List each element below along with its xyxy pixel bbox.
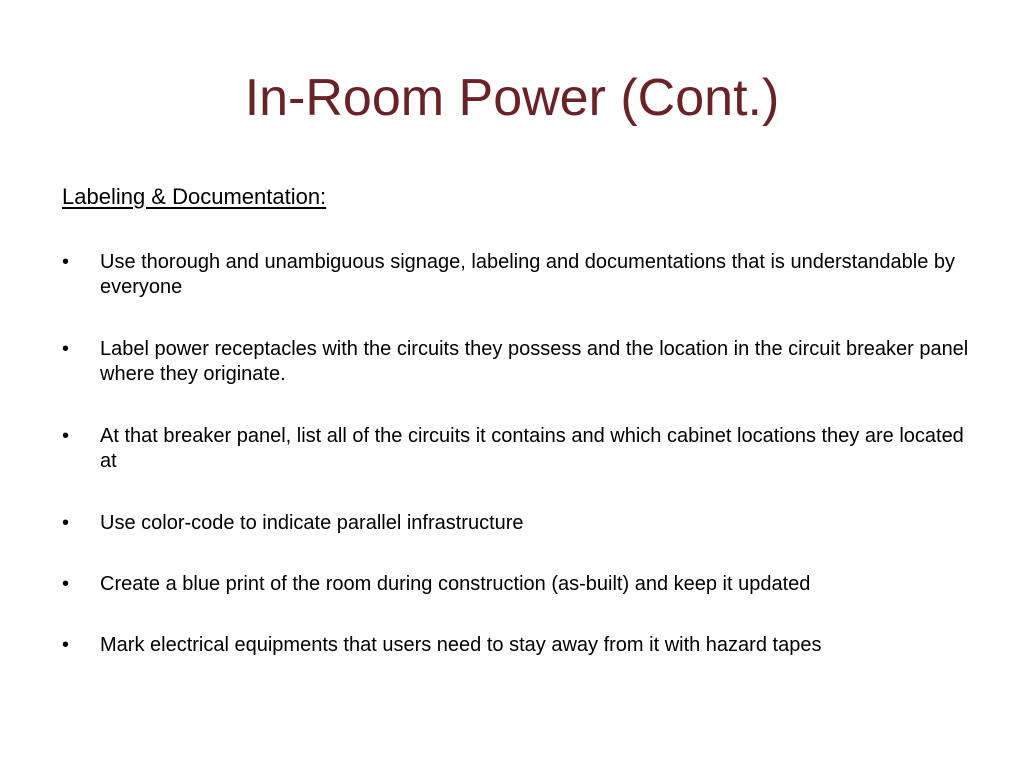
- bullet-text: Label power receptacles with the circuits they possess and the location in the circuit breaker panel where they originate.: [100, 338, 969, 385]
- bullet-text: Use color-code to indicate parallel infrastructure: [100, 512, 524, 534]
- bullet-text: Create a blue print of the room during construction (as-built) and keep it updated: [100, 573, 811, 595]
- bullet-text: At that breaker panel, list all of the circuits it contains and which cabinet locations they are located at: [100, 425, 964, 472]
- bullet-item: [62, 511, 982, 536]
- bullet-item: [62, 424, 982, 474]
- section-heading: Labeling & Documentation:: [62, 184, 327, 209]
- bullet-item: [62, 572, 982, 597]
- bullet-marker: •: [62, 512, 70, 534]
- bullet-marker: •: [62, 338, 70, 360]
- bullet-item: [62, 250, 982, 300]
- bullet-item: [62, 337, 982, 387]
- bullet-text: Use thorough and unambiguous signage, labeling and documentations that is understandable by everyone: [100, 251, 956, 298]
- bullet-list: [62, 250, 982, 658]
- bullet-marker: •: [62, 573, 70, 595]
- bullet-marker: •: [62, 425, 70, 447]
- bullet-text: Mark electrical equipments that users need to stay away from it with hazard tapes: [100, 634, 822, 656]
- bullet-marker: •: [62, 251, 70, 273]
- slide-title: In-Room Power (Cont.): [244, 69, 780, 127]
- bullet-item: [62, 633, 982, 658]
- bullet-marker: •: [62, 634, 70, 656]
